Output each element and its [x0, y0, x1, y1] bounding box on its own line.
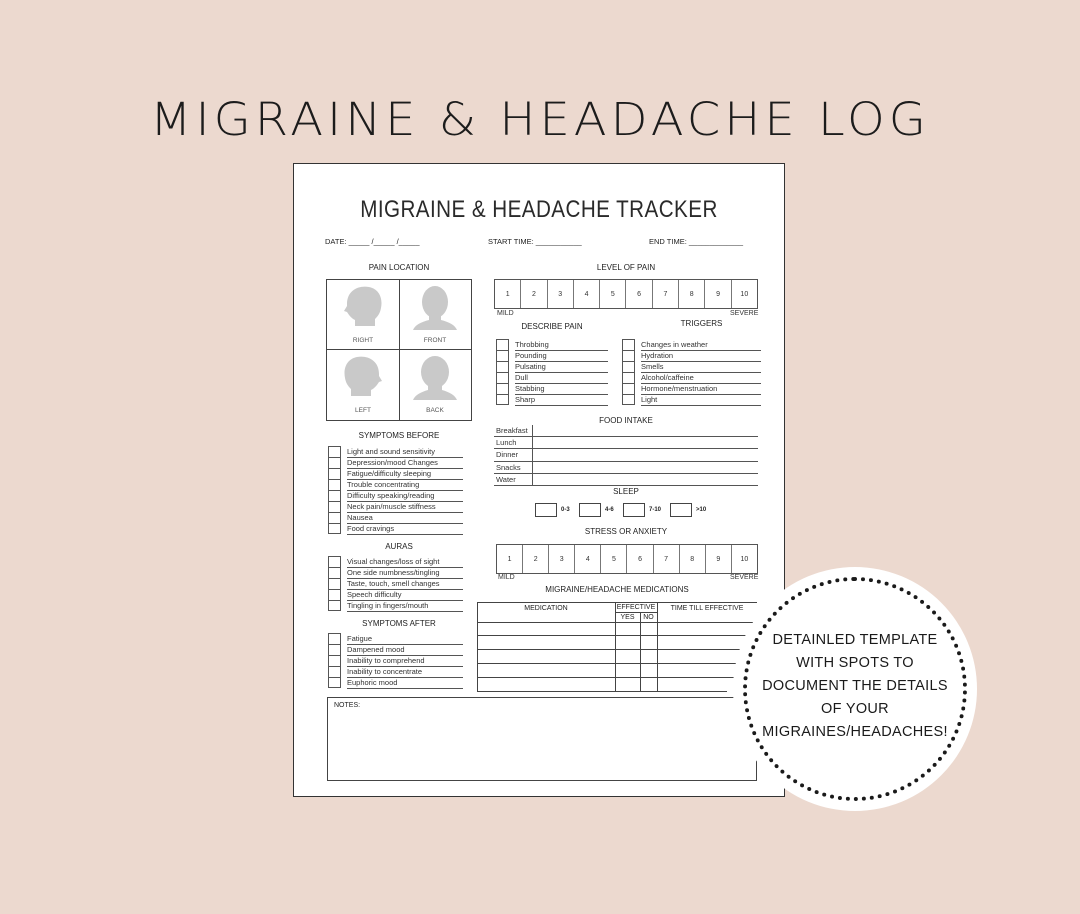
pain-location-title: PAIN LOCATION: [368, 263, 430, 272]
level-of-pain-title: LEVEL OF PAIN: [596, 263, 656, 272]
medications-table: [477, 602, 757, 691]
sleep-option[interactable]: 7-10: [623, 503, 661, 517]
triggers-title: TRIGGERS: [680, 319, 723, 328]
head-right-label: RIGHT: [352, 337, 374, 344]
end-time-field: END TIME: _____________: [649, 237, 744, 246]
list-item[interactable]: Neck pain/muscle stiffness: [328, 501, 463, 512]
symptoms-after-title: SYMPTOMS AFTER: [362, 619, 436, 628]
food-intake-table: [494, 425, 758, 486]
pain-level-option[interactable]: 2: [521, 280, 547, 308]
symptoms-before-title: SYMPTOMS BEFORE: [358, 431, 440, 440]
auras-list: [328, 556, 463, 611]
badge-text: [753, 629, 957, 744]
list-item[interactable]: Hormone/menstruation: [622, 383, 761, 394]
effective-column-header: EFFECTIVE: [616, 604, 656, 611]
checkbox[interactable]: [328, 677, 341, 688]
list-item[interactable]: Changes in weather: [622, 339, 761, 350]
list-item[interactable]: Trouble concentrating: [328, 479, 463, 490]
head-back-label: BACK: [426, 407, 444, 414]
badge-line: OF YOUR: [821, 701, 889, 717]
describe-pain-list: [496, 339, 608, 405]
checkbox[interactable]: [328, 644, 341, 655]
tracker-sheet: [293, 163, 785, 797]
date-field: DATE: _____ /_____ /_____: [325, 237, 420, 246]
checkbox[interactable]: [328, 589, 341, 600]
head-front-view[interactable]: [399, 280, 471, 350]
list-item[interactable]: Nausea: [328, 512, 463, 523]
pain-level-option[interactable]: 9: [705, 280, 731, 308]
list-item[interactable]: Depression/mood Changes: [328, 457, 463, 468]
checkbox[interactable]: [496, 350, 509, 361]
stress-level-option[interactable]: 10: [740, 555, 749, 563]
checkbox[interactable]: [328, 501, 341, 512]
list-item[interactable]: Stabbing: [496, 383, 608, 394]
pain-level-option[interactable]: 1: [495, 280, 521, 308]
badge-line: DOCUMENT THE DETAILS: [762, 678, 948, 694]
stress-level-scale[interactable]: [496, 544, 758, 574]
badge-line: MIGRAINES/HEADACHES!: [762, 724, 948, 740]
checkbox[interactable]: [328, 578, 341, 589]
pain-level-option[interactable]: 8: [679, 280, 705, 308]
checkbox[interactable]: [496, 394, 509, 405]
stress-level-option[interactable]: 8: [680, 545, 706, 573]
list-item[interactable]: Fatigue/difficulty sleeping: [328, 468, 463, 479]
checkbox[interactable]: [535, 503, 557, 517]
food-intake-title: FOOD INTAKE: [599, 416, 653, 425]
pain-scale-min-label: MILD: [497, 310, 514, 317]
banner-title: MIGRAINE & HEADACHE LOG: [150, 93, 930, 147]
list-item[interactable]: Light and sound sensitivity: [328, 446, 463, 457]
list-item[interactable]: Tingling in fingers/mouth: [328, 600, 463, 611]
checkbox[interactable]: [622, 383, 635, 394]
list-item[interactable]: Inability to concentrate: [328, 666, 463, 677]
stress-scale-min-label: MILD: [498, 574, 515, 581]
badge-line: WITH SPOTS TO: [796, 655, 914, 671]
stress-level-option[interactable]: 5: [601, 545, 627, 573]
pain-level-option[interactable]: 3: [548, 280, 574, 308]
checkbox[interactable]: [328, 523, 341, 534]
head-back-view[interactable]: [399, 350, 471, 420]
medication-column-header: MEDICATION: [524, 605, 568, 612]
badge-line: DETAINLED TEMPLATE: [772, 632, 938, 648]
checkbox[interactable]: [328, 556, 341, 567]
list-item[interactable]: Fatigue: [328, 633, 463, 644]
list-item[interactable]: Speech difficulty: [328, 589, 463, 600]
time-column-header: TIME TILL EFFECTIVE: [670, 605, 744, 612]
checkbox[interactable]: [328, 479, 341, 490]
checkbox[interactable]: [622, 350, 635, 361]
food-row[interactable]: Water: [494, 474, 758, 486]
pain-level-scale[interactable]: [494, 279, 758, 309]
list-item[interactable]: Difficulty speaking/reading: [328, 490, 463, 501]
checkbox[interactable]: [328, 457, 341, 468]
checkbox[interactable]: [328, 512, 341, 523]
sheet-title: MIGRAINE & HEADACHE TRACKER: [360, 196, 718, 223]
checkbox[interactable]: [328, 446, 341, 457]
sleep-option[interactable]: >10: [670, 503, 706, 517]
list-item[interactable]: Dull: [496, 372, 608, 383]
checkbox[interactable]: [328, 567, 341, 578]
medications-title: MIGRAINE/HEADACHE MEDICATIONS: [545, 585, 689, 594]
head-left-label: LEFT: [355, 407, 371, 414]
list-item[interactable]: Inability to comprehend: [328, 655, 463, 666]
checkbox[interactable]: [496, 372, 509, 383]
checkbox[interactable]: [622, 339, 635, 350]
head-left-view[interactable]: [327, 350, 399, 420]
stress-level-option[interactable]: 6: [627, 545, 653, 573]
pain-level-option[interactable]: 6: [626, 280, 652, 308]
checkbox[interactable]: [579, 503, 601, 517]
list-item[interactable]: Light: [622, 394, 761, 405]
checkbox[interactable]: [328, 468, 341, 479]
food-row[interactable]: Lunch: [494, 437, 758, 449]
checkbox[interactable]: [496, 339, 509, 350]
food-row[interactable]: Snacks: [494, 462, 758, 474]
stress-level-option[interactable]: 1: [497, 545, 523, 573]
list-item[interactable]: Alcohol/caffeine: [622, 372, 761, 383]
list-item[interactable]: Hydration: [622, 350, 761, 361]
list-item[interactable]: Sharp: [496, 394, 608, 405]
list-item[interactable]: Food cravings: [328, 523, 463, 534]
triggers-list: [622, 339, 761, 405]
list-item[interactable]: Euphoric mood: [328, 677, 463, 688]
notes-label: NOTES:: [334, 702, 361, 709]
checkbox[interactable]: [328, 655, 341, 666]
list-item[interactable]: Throbbing: [496, 339, 608, 350]
checkbox[interactable]: [623, 503, 645, 517]
checkbox[interactable]: [328, 600, 341, 611]
sleep-title: SLEEP: [613, 487, 639, 496]
sleep-option[interactable]: 4-6: [579, 503, 614, 517]
pain-level-option[interactable]: 10: [740, 290, 749, 298]
head-profile-left-icon: [341, 354, 385, 400]
checkbox[interactable]: [622, 361, 635, 372]
head-back-icon: [413, 354, 457, 400]
checkbox[interactable]: [496, 361, 509, 372]
head-front-label: FRONT: [423, 337, 447, 344]
head-right-view[interactable]: [327, 280, 399, 350]
symptoms-after-list: [328, 633, 463, 688]
yes-column-header: YES: [620, 614, 635, 621]
food-row[interactable]: Breakfast: [494, 425, 758, 437]
checkbox[interactable]: [328, 633, 341, 644]
stress-level-option[interactable]: 2: [523, 545, 549, 573]
describe-pain-title: DESCRIBE PAIN: [521, 322, 583, 331]
sleep-option[interactable]: 0-3: [535, 503, 570, 517]
info-badge: [733, 567, 977, 811]
list-item[interactable]: Pulsating: [496, 361, 608, 372]
food-row[interactable]: Dinner: [494, 449, 758, 461]
head-profile-right-icon: [341, 284, 385, 330]
checkbox[interactable]: [328, 490, 341, 501]
stress-level-option[interactable]: 3: [549, 545, 575, 573]
list-item[interactable]: Pounding: [496, 350, 608, 361]
checkbox[interactable]: [622, 372, 635, 383]
list-item[interactable]: Taste, touch, smell changes: [328, 578, 463, 589]
stress-scale-max-label: SEVERE: [730, 574, 759, 581]
list-item[interactable]: Dampened mood: [328, 644, 463, 655]
pain-level-option[interactable]: 5: [600, 280, 626, 308]
auras-title: AURAS: [385, 542, 413, 551]
checkbox[interactable]: [670, 503, 692, 517]
checkbox[interactable]: [622, 394, 635, 405]
pain-level-option[interactable]: 7: [653, 280, 679, 308]
list-item[interactable]: One side numbness/tingling: [328, 567, 463, 578]
list-item[interactable]: Visual changes/loss of sight: [328, 556, 463, 567]
stress-level-option[interactable]: 4: [575, 545, 601, 573]
no-column-header: NO: [643, 614, 654, 621]
pain-location-grid: [326, 279, 472, 421]
pain-level-option[interactable]: 4: [574, 280, 600, 308]
stress-level-option[interactable]: 9: [706, 545, 732, 573]
checkbox[interactable]: [328, 666, 341, 677]
start-time-field: START TIME: ___________: [488, 237, 582, 246]
list-item[interactable]: Smells: [622, 361, 761, 372]
checkbox[interactable]: [496, 383, 509, 394]
stress-level-option[interactable]: 7: [654, 545, 680, 573]
pain-scale-max-label: SEVERE: [730, 310, 759, 317]
head-front-icon: [413, 284, 457, 330]
symptoms-before-list: [328, 446, 463, 534]
notes-box[interactable]: [327, 697, 757, 781]
stress-title: STRESS OR ANXIETY: [584, 527, 668, 536]
